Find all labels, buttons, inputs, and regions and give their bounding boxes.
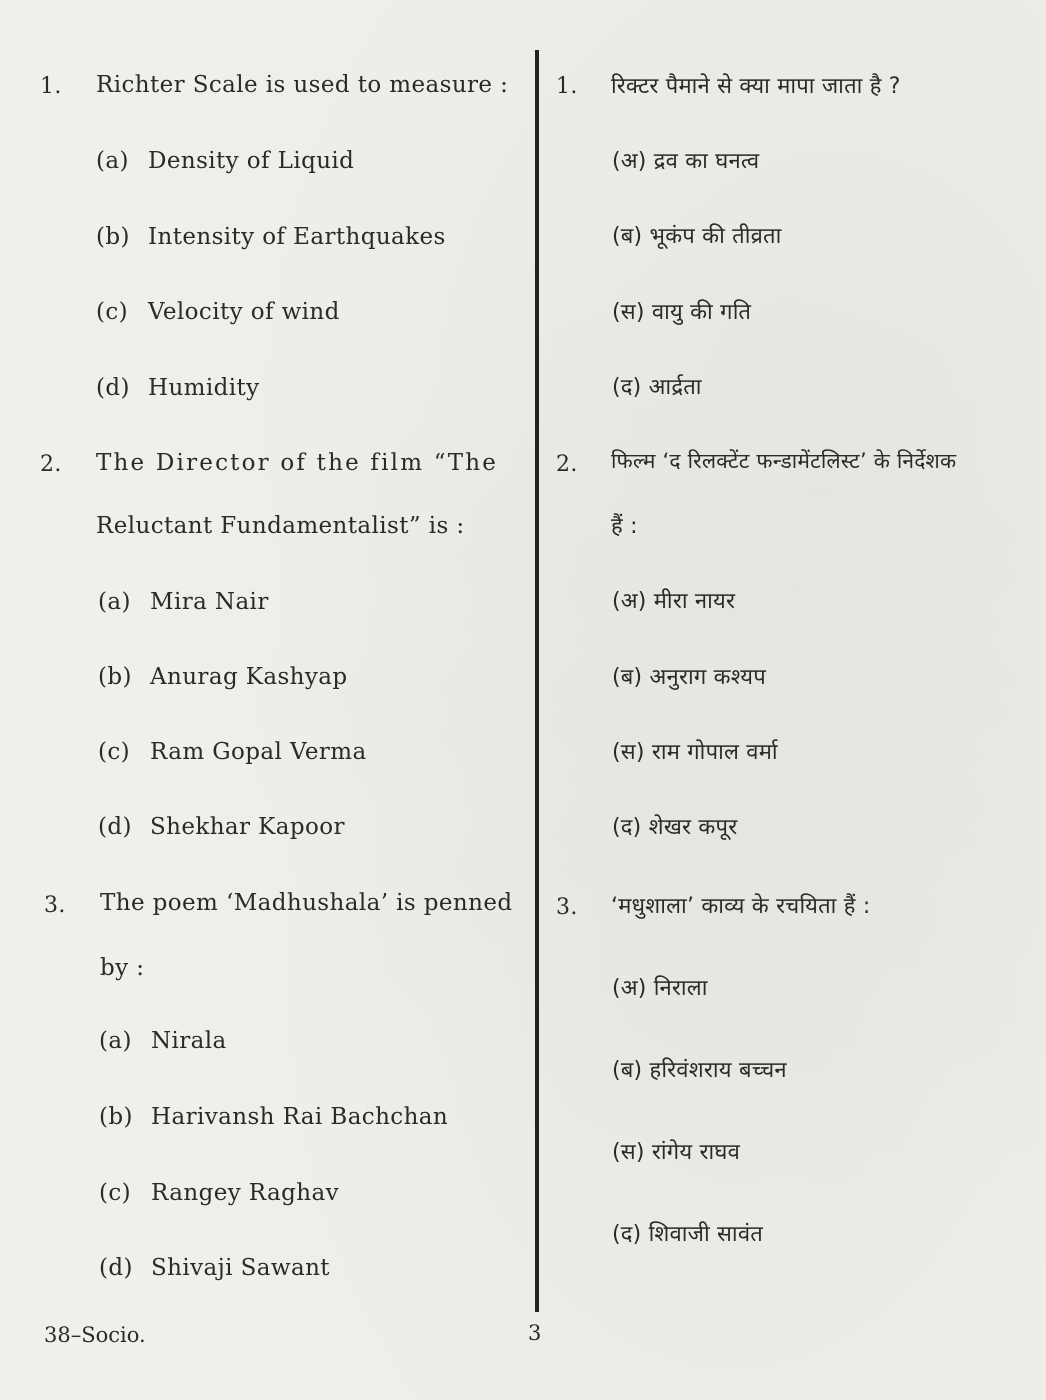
option xyxy=(612,585,735,615)
option xyxy=(612,972,708,1002)
question-text: ‘मधुशाला’ काव्य के रचयिता हैं : xyxy=(611,894,871,919)
question-text: हैं : xyxy=(611,514,638,539)
option-text: द्रव का घनत्व xyxy=(653,149,760,174)
option-text: Intensity of Earthquakes xyxy=(148,224,446,250)
question-number: 1. xyxy=(40,74,62,99)
option-label: (ब) xyxy=(612,665,643,690)
option xyxy=(612,1218,763,1248)
question-number: 3. xyxy=(556,895,578,920)
option xyxy=(99,1028,227,1054)
option xyxy=(98,589,269,615)
option-text: वायु की गति xyxy=(651,300,752,325)
question-text: The Director of the film “The xyxy=(96,450,499,476)
option-label: (d) xyxy=(98,814,132,840)
option-label: (द) xyxy=(612,815,642,840)
option xyxy=(96,299,340,325)
option-label: (द) xyxy=(612,375,642,400)
option xyxy=(612,1054,787,1084)
question-text: फिल्म ‘द रिलक्टेंट फन्डामेंटलिस्ट’ के निर्देशक xyxy=(611,449,957,473)
option-label: (स) xyxy=(612,300,645,325)
option-text: अनुराग कश्यप xyxy=(649,665,766,690)
option-text: Density of Liquid xyxy=(148,148,355,174)
option xyxy=(612,1136,740,1166)
option xyxy=(98,739,367,765)
option-text: Mira Nair xyxy=(150,589,269,615)
option-text: Shekhar Kapoor xyxy=(150,814,345,840)
option-text: शिवाजी सावंत xyxy=(648,1222,764,1247)
option-text: Humidity xyxy=(148,375,260,401)
option-text: शेखर कपूर xyxy=(648,815,738,840)
option-label: (अ) xyxy=(612,149,647,174)
option-text: Harivansh Rai Bachchan xyxy=(151,1104,449,1130)
question-text: Reluctant Fundamentalist” is : xyxy=(96,513,465,539)
option-text: मीरा नायर xyxy=(653,589,736,614)
option-label: (ब) xyxy=(612,1058,643,1083)
option-text: Rangey Raghav xyxy=(151,1180,340,1206)
option xyxy=(612,661,766,691)
option xyxy=(99,1104,448,1130)
option xyxy=(99,1255,330,1281)
question-text: रिक्टर पैमाने से क्या मापा जाता है ? xyxy=(611,74,901,99)
question-text: Richter Scale is used to measure : xyxy=(96,72,509,98)
option-label: (ब) xyxy=(612,224,643,249)
option xyxy=(612,736,778,766)
option xyxy=(96,375,260,401)
option-text: Ram Gopal Verma xyxy=(150,739,367,765)
option xyxy=(98,814,345,840)
option-label: (c) xyxy=(96,299,129,325)
option xyxy=(98,664,348,690)
option-text: Velocity of wind xyxy=(148,299,340,325)
option xyxy=(96,224,446,250)
option xyxy=(612,145,759,175)
option-label: (स) xyxy=(612,740,645,765)
option-text: निराला xyxy=(653,976,708,1001)
option-label: (a) xyxy=(98,589,131,615)
option-label: (अ) xyxy=(612,589,647,614)
option-label: (द) xyxy=(612,1222,642,1247)
option-text: आर्द्रता xyxy=(648,375,702,400)
option xyxy=(612,296,751,326)
question-text: by : xyxy=(100,955,145,981)
question-text: The poem ‘Madhushala’ is penned xyxy=(100,890,513,916)
option-label: (c) xyxy=(99,1180,132,1206)
option-text: Anurag Kashyap xyxy=(150,664,348,690)
question-number: 2. xyxy=(556,452,578,477)
page-number: 3 xyxy=(528,1321,542,1345)
question-number: 1. xyxy=(556,74,578,99)
option-text: भूकंप की तीव्रता xyxy=(649,224,782,249)
option-label: (c) xyxy=(98,739,131,765)
option-text: राम गोपाल वर्मा xyxy=(651,740,778,765)
option-label: (a) xyxy=(96,148,129,174)
option-label: (b) xyxy=(96,224,130,250)
option-label: (a) xyxy=(99,1028,132,1054)
option xyxy=(96,148,354,174)
option-text: Nirala xyxy=(151,1028,227,1054)
option-text: रांगेय राघव xyxy=(651,1140,741,1165)
option-label: (अ) xyxy=(612,976,647,1001)
option-label: (b) xyxy=(98,664,132,690)
question-number: 3. xyxy=(44,893,66,918)
paper-code: 38–Socio. xyxy=(44,1323,146,1347)
column-divider xyxy=(535,50,539,1312)
option-label: (स) xyxy=(612,1140,645,1165)
option xyxy=(612,371,702,401)
option xyxy=(612,220,781,250)
question-number: 2. xyxy=(40,452,62,477)
option xyxy=(612,811,737,841)
option-label: (d) xyxy=(96,375,130,401)
option-label: (b) xyxy=(99,1104,133,1130)
option-text: हरिवंशराय बच्चन xyxy=(649,1058,787,1083)
option-label: (d) xyxy=(99,1255,133,1281)
option-text: Shivaji Sawant xyxy=(151,1255,330,1281)
option xyxy=(99,1180,339,1206)
